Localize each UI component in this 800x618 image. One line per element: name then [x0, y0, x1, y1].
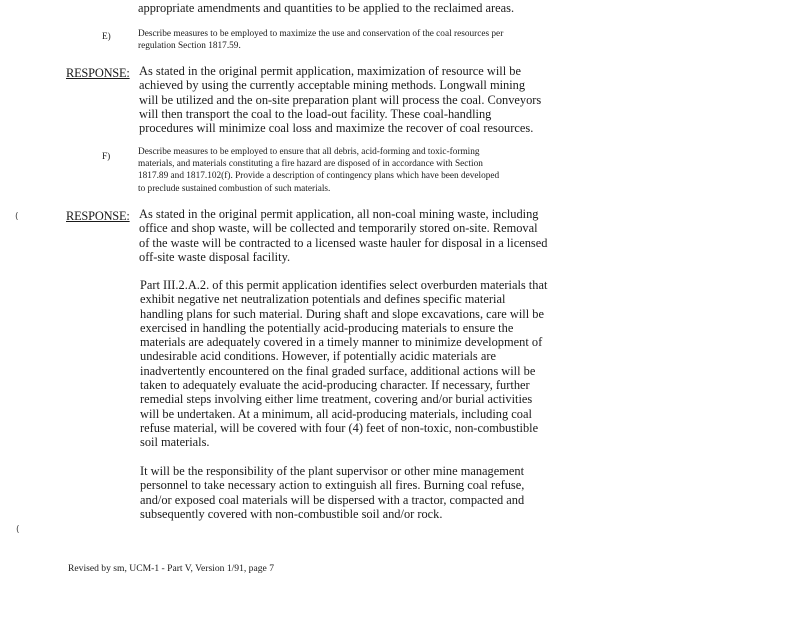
text-line: will then transport the coal to the load-out facility. These coal-handling [139, 106, 492, 121]
text-line: to preclude sustained combustion of such materials. [138, 183, 331, 194]
response-1-text [139, 64, 541, 135]
text-line: subsequently covered with non-combustible soil and/or rock. [140, 506, 443, 521]
text-line: materials are adequately covered in a timely manner to minimize development of [140, 335, 543, 350]
page-footer: Revised by sm, UCM-1 - Part V, Version 1/91, page 7 [68, 563, 274, 574]
text-line: of the waste will be contracted to a licensed waste hauler for disposal in a licensed [139, 235, 548, 250]
text-line: materials, and materials constituting a fire hazard are disposed of in accordance with Section [138, 159, 483, 170]
text-line: inadvertently encountered on the final graded surface, additional actions will be [140, 363, 536, 378]
response-2-para-1 [139, 207, 547, 264]
text-line: As stated in the original permit application, maximization of resource will be [139, 64, 521, 78]
hole-punch-mark: ( [15, 212, 19, 222]
text-line: refuse material, will be covered with four (4) feet of non-toxic, non-combustible [140, 420, 539, 435]
text-line: Describe measures to be employed to maximize the use and conservation of the coal resources per [138, 29, 504, 39]
text-line: remedial steps involving either lime treatment, covering and/or burial activities [140, 392, 533, 407]
text-line: exhibit negative net neutralization potentials and defines specific material [140, 292, 506, 307]
text-line: It will be the responsibility of the plant supervisor or other mine management [140, 464, 525, 478]
text-line: As stated in the original permit application, all non-coal mining waste, including [139, 207, 539, 221]
text-line: undesirable acid conditions. However, if potentially acidic materials are [140, 349, 496, 364]
text-line: personnel to take necessary action to extinguish all fires. Burning coal refuse, [140, 478, 525, 493]
text-line: Part III.2.A.2. of this permit application identifies select overburden materials that [140, 278, 548, 292]
text-line: regulation Section 1817.59. [138, 41, 241, 52]
text-line: exercised in handling the potentially acid-producing materials to ensure the [140, 320, 514, 335]
text-line: achieved by using the currently acceptable mining methods. Longwall mining [139, 78, 526, 93]
hole-punch-mark: ( [16, 525, 20, 535]
item-f-text [138, 146, 499, 195]
text-line: procedures will minimize coal loss and maximize the recover of coal resources. [139, 121, 534, 136]
text-line: handling plans for such material. During shaft and slope excavations, care will be [140, 306, 544, 321]
text-line: soil materials. [140, 435, 210, 450]
item-e-label: E) [102, 32, 111, 42]
text-line: Describe measures to be employed to ensure that all debris, acid-forming and toxic-forming [138, 147, 480, 157]
top-fragment [138, 1, 514, 15]
response-1-label: RESPONSE: [66, 66, 130, 80]
text-line: off-site waste disposal facility. [139, 249, 291, 264]
response-2-label: RESPONSE: [66, 209, 130, 223]
item-e-text [138, 28, 503, 52]
response-2-para-3 [140, 464, 524, 521]
text-line: appropriate amendments and quantities to be applied to the reclaimed areas. [138, 1, 515, 15]
text-line: 1817.89 and 1817.102(f). Provide a description of contingency plans which have been developed [138, 171, 500, 182]
text-line: office and shop waste, will be collected and temporarily stored on-site. Removal [139, 221, 538, 236]
item-f-label: F) [102, 152, 111, 162]
text-line: taken to adequately evaluate the acid-producing character. If necessary, further [140, 378, 530, 393]
text-line: and/or exposed coal materials will be dispersed with a tractor, compacted and [140, 492, 525, 507]
text-line: will be undertaken. At a minimum, all acid-producing materials, including coal [140, 406, 532, 421]
response-2-para-2 [140, 278, 547, 450]
text-line: will be utilized and the on-site preparation plant will process the coal. Conveyors [139, 92, 542, 107]
